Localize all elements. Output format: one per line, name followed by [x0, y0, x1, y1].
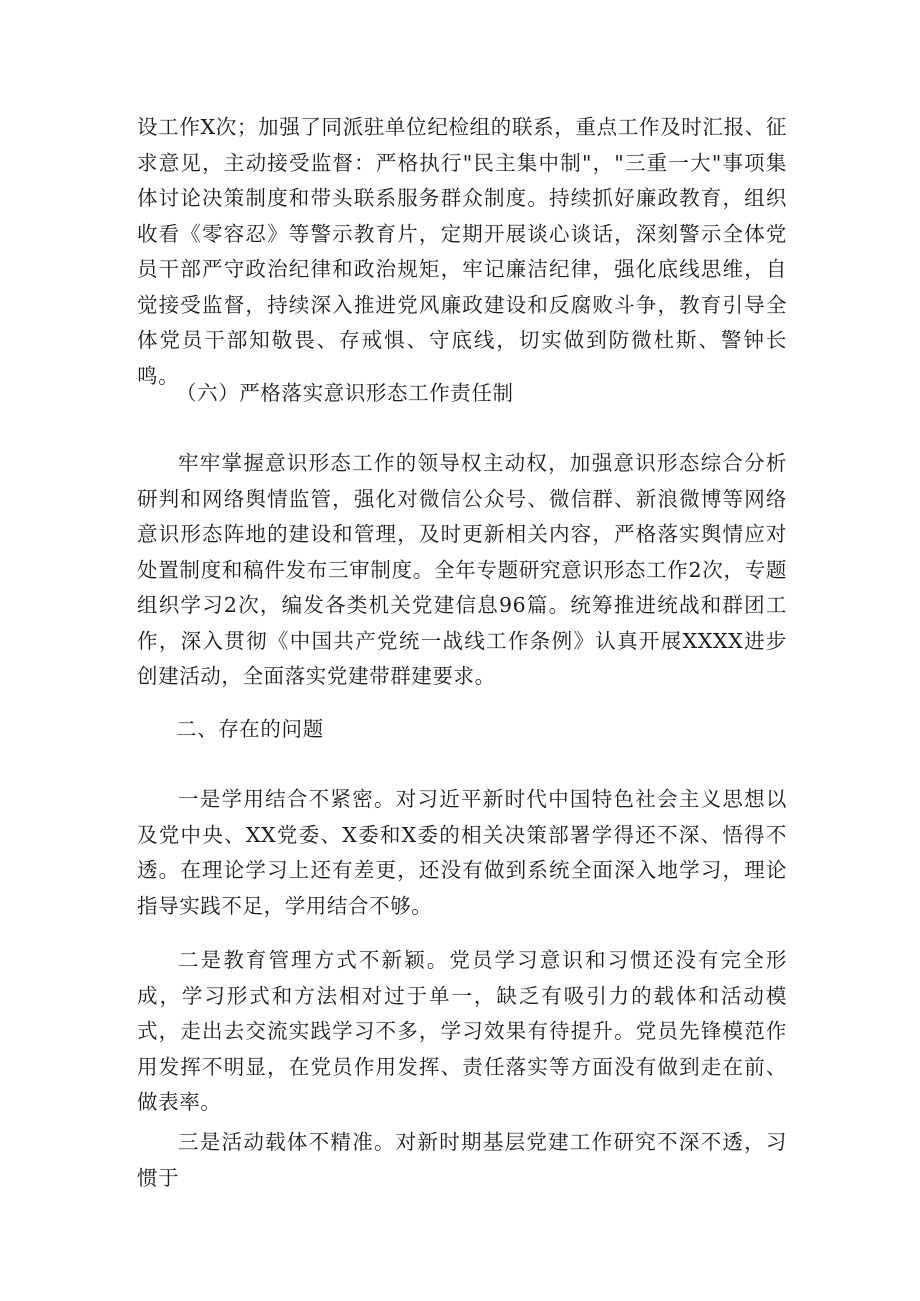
paragraph-problem-3: 三是活动载体不精准。对新时期基层党建工作研究不深不透，习惯于	[137, 1130, 787, 1190]
paragraph-problem-2: 二是教育管理方式不新颖。党员学习意识和习惯还没有完全形成，学习形式和方法相对过于单一，缺乏有吸引力的载体和活动模式，走出去交流实践学习不多，学习效果有待提升。党员先锋模范作用发挥不明显，在党员作用发挥、责任落实等方面没有做到走在前、做表率。	[137, 948, 787, 1114]
section-heading-problems: 二、存在的问题	[176, 717, 324, 741]
section-heading-ideology: （六）严格落实意识形态工作责任制	[176, 381, 514, 405]
paragraph-discipline-continuation: 设工作X次；加强了同派驻单位纪检组的联系，重点工作及时汇报、征求意见，主动接受监督：严格执行"民主集中制"，"三重一大"事项集体讨论决策制度和带头联系服务群众制度。持续抓好廉政教育，组织收看《零容忍》等警示教育片，定期开展谈心谈话，深刻警示全体党员干部严守政治纪律和政治规矩，牢记廉洁纪律，强化底线思维，自觉接受监督，持续深入推进党风廉政建设和反腐败斗争，教育引导全体党员干部知敬畏、存戒惧、守底线，切实做到防微杜斯、警钟长鸣。	[137, 115, 787, 388]
paragraph-problem-1: 一是学用结合不紧密。对习近平新时代中国特色社会主义思想以及党中央、XX党委、X委和X委的相关决策部署学得还不深、悟得不透。在理论学习上还有差更，还没有做到系统全面深入地学习，理论指导实践不足，学用结合不够。	[137, 787, 787, 918]
paragraph-ideology: 牢牢掌握意识形态工作的领导权主动权，加强意识形态综合分析研判和网络舆情监管，强化对微信公众号、微信群、新浪微博等网络意识形态阵地的建设和管理，及时更新相关内容，严格落实舆情应对处置制度和稿件发布三审制度。全年专题研究意识形态工作2次，专题组织学习2次，编发各类机关党建信息96篇。统筹推进统战和群团工作，深入贯彻《中国共产党统一战线工作条例》认真开展XXXX进步创建活动，全面落实党建带群建要求。	[137, 451, 787, 688]
